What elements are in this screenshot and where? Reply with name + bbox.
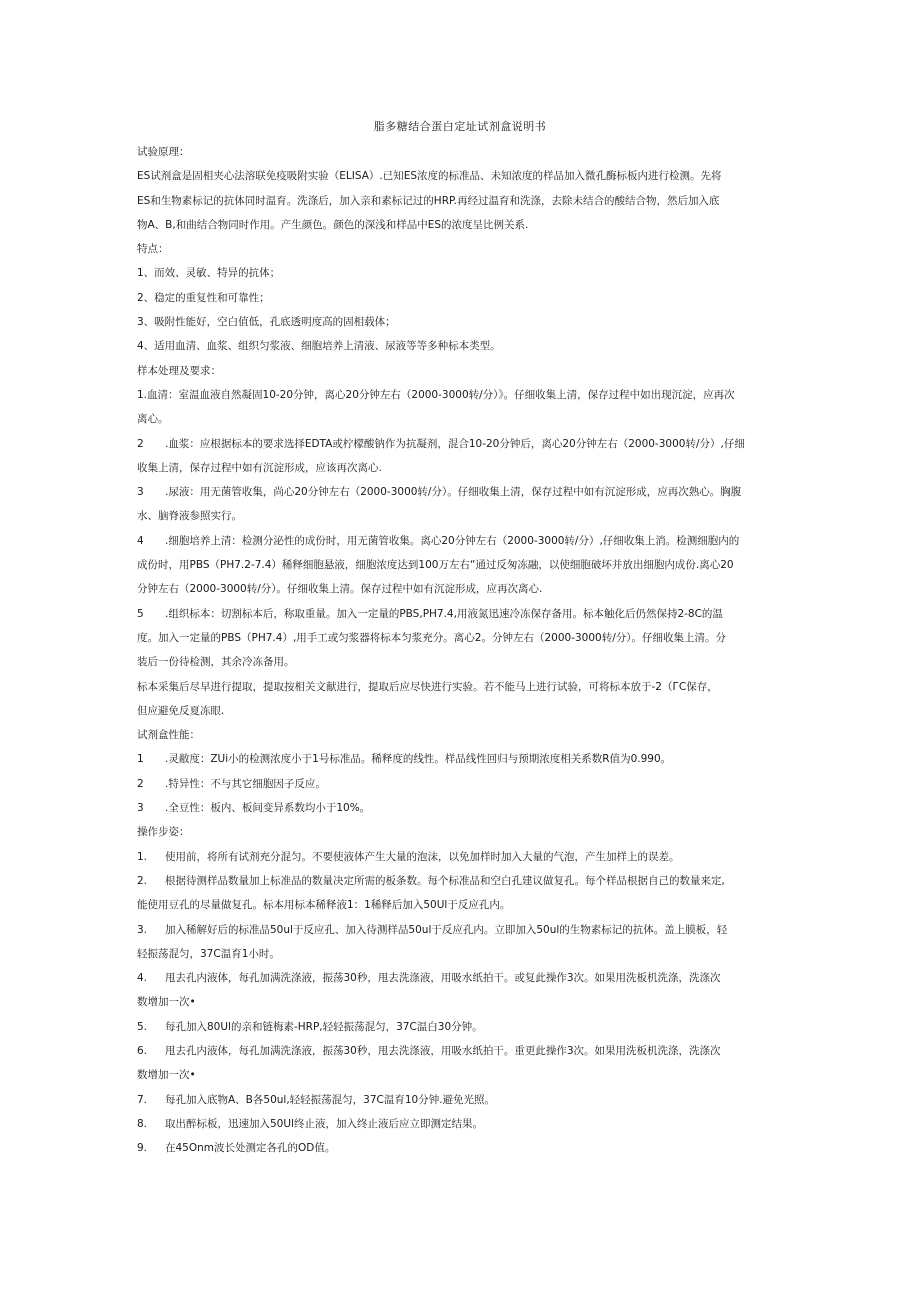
item-number: 8. — [137, 1117, 148, 1130]
item-number: 5 — [137, 607, 144, 620]
text-line — [137, 140, 789, 164]
line-text: 试剂盒性能： — [137, 729, 200, 742]
text-line — [137, 213, 789, 237]
item-number: 2. — [137, 874, 148, 887]
line-text: 试验原理： — [137, 146, 190, 158]
text-line — [137, 407, 789, 431]
text-line — [137, 893, 789, 917]
text-line — [137, 164, 789, 188]
line-text: 根据待测样品数量加上标准品的数量决定所需的板条数。每个标准品和空白孔建议做复孔。每个样品根据自己的数量来定, — [165, 874, 725, 887]
text-line — [137, 504, 789, 528]
line-text: 收集上清，保存过程中如有沉淀形成，应该再次离心. — [137, 461, 382, 474]
text-line — [137, 577, 789, 601]
text-line — [137, 942, 789, 966]
text-line — [137, 772, 789, 796]
text-line — [137, 1088, 789, 1112]
line-text: .灵敝度：ZUi小的检测浓度小于1号标准品。稀释度的线性。样品线性回归与预期浓度相关系数R值为0.990。 — [165, 753, 672, 766]
text-line — [137, 286, 789, 310]
line-text: 分钟左右（2000-3000转/分）。仔细收集上清。保存过程中如有沉淀形成，应再次离心. — [137, 583, 543, 596]
text-line — [137, 602, 789, 626]
text-line — [137, 432, 789, 456]
text-line — [137, 189, 789, 213]
line-text: 样本处理及要求： — [137, 364, 221, 377]
line-text: 能使用豆孔的尽量做复孔。标本用标本稀释液1：1稀释后加入50Ul于反应孔内。 — [137, 899, 511, 912]
line-text: .血浆：应根据标本的要求选择EDTA或柠檬酸钠作为抗凝剂，混合10-20分钟后，离心20分钟左右（2000-3000转/分）,仔细 — [165, 437, 745, 450]
text-line — [137, 359, 789, 383]
line-text: 每孔加入80Ul的亲和链梅素-HRP,轻轻振荡混匀，37C温白30分钟。 — [165, 1020, 483, 1033]
item-number: 2 — [137, 777, 144, 790]
text-line — [137, 966, 789, 990]
line-text: 数增加一次• — [137, 996, 196, 1009]
text-line — [137, 310, 789, 334]
text-line — [137, 261, 789, 285]
line-text: 甩去孔内液体，每孔加满洗涤液，振荡30秒，甩去洗涤液，用吸水纸拍干。重更此操作3次。如果用洗板机洗涤，洗涤次 — [165, 1044, 721, 1057]
text-line — [137, 796, 789, 820]
line-text: ES试剂盒是固相夹心法溶联免疫吸附实验（ELISA）.已知ES浓度的标准品、未知浓度的样品加入微孔酶标板内进行检测。先将 — [137, 170, 722, 183]
text-line — [137, 747, 789, 771]
text-line — [137, 1112, 789, 1136]
item-number: 9. — [137, 1142, 148, 1155]
line-text: 装后一份待检测，其余冷冻备用。 — [137, 656, 295, 669]
text-line — [137, 334, 789, 358]
line-text: 度。加入一定量的PBS（PH7.4）,用手工或匀浆器将标本匀浆充分。离心2。分钟左右（2000-3000转/分）。仔细收集上清。分 — [137, 631, 726, 644]
text-line — [137, 1039, 789, 1063]
item-number: 6. — [137, 1044, 148, 1057]
line-text: 操作步姿： — [137, 826, 190, 839]
item-number: 4. — [137, 972, 148, 985]
text-line — [137, 383, 789, 407]
line-text: 取出醉标板，迅速加入50Ul终止液，加入终止液后应立即测定结果。 — [165, 1117, 483, 1130]
line-text: .细胞培养上清：检测分泌性的成份时，用无菌管收集。离心20分钟左右（2000-3000转/分）,仔细收集上消。检测细胞内的 — [165, 534, 740, 547]
line-text: 3、吸附性能好，空白值低，孔底透明度高的固相载体； — [137, 316, 396, 329]
text-line — [137, 650, 789, 674]
text-line — [137, 699, 789, 723]
text-line — [137, 723, 789, 747]
line-text: .全豆性：板内、板间变异系数均小于10%。 — [165, 802, 371, 815]
line-text: 使用前，将所有试剂充分混匀。不要使液体产生大量的泡沫，以免加样时加入大量的气泡，产生加样上的误差。 — [165, 850, 680, 863]
text-line — [137, 456, 789, 480]
item-number: 4 — [137, 534, 144, 547]
line-text: 数增加一次• — [137, 1069, 196, 1082]
item-number: 1. — [137, 850, 148, 863]
line-text: 在45Onm波长处测定各孔的OD值。 — [165, 1142, 336, 1155]
line-text: 标本采集后尽早进行提取，提取按相关文献进行，提取后应尽快进行实验。若不能马上进行试验，可将标本放于-2（ГC保存， — [137, 680, 718, 693]
line-text: 甩去孔内液体，每孔加满洗涤液，振荡30秒，甩去洗涤液，用吸水纸拍干。或复此操作3次。如果用洗板机洗涤，洗涤次 — [165, 972, 721, 985]
line-text: 特点： — [137, 243, 169, 256]
document-body — [137, 140, 789, 1160]
line-text: .组织标本：切割标本后，称取重量。加入一定量的PBS,PH7.4,用液氮迅速冷冻保存备用。标本触化后仍然保持2-8C的温 — [165, 607, 723, 620]
line-text: .特异性：不与其它细胞因子反应。 — [165, 777, 326, 790]
line-text: .尿液：用无菌管收集，尚心20分钟左右（2000-3000转/分）。仔细收集上清，保存过程中如有沉淀形成，应再次熟心。胸腹 — [165, 486, 742, 499]
text-line — [137, 529, 789, 553]
text-line — [137, 626, 789, 650]
text-line — [137, 1015, 789, 1039]
text-line — [137, 237, 789, 261]
document-title: 脂多糖结合蛋白定址试剂盒说明书 — [373, 120, 547, 133]
text-line — [137, 480, 789, 504]
text-line — [137, 820, 789, 844]
line-text: 4、适用血清、血浆、组织匀浆液、细胞培养上清液、尿液等等多种标本类型。 — [137, 340, 501, 353]
item-number: 3 — [137, 802, 144, 815]
text-line — [137, 1136, 789, 1160]
text-line — [137, 553, 789, 577]
line-text: 1、而效、灵敏、特异的抗体； — [137, 267, 281, 280]
line-text: 离心。 — [137, 413, 169, 426]
line-text: 轻振荡混匀，37C温育1小时。 — [137, 947, 280, 960]
line-text: 水、脑脊液参照实行。 — [137, 510, 242, 523]
line-text: 但应避免反夏冻眼. — [137, 704, 225, 717]
item-number: 7. — [137, 1093, 148, 1106]
text-line — [137, 675, 789, 699]
text-line — [137, 918, 789, 942]
item-number: 2 — [137, 437, 144, 450]
line-text: 物A、B,和曲结合物同时作用。产生颜色。颜色的深浅和样品中ES的浓度呈比例关系. — [137, 218, 529, 231]
item-number: 3. — [137, 923, 148, 936]
line-text: 加入稀解好后的标准品50ul于反应孔、加入待测样品50ul于反应孔内。立即加入50ul的生物素标记的抗体。盖上膜板，轻 — [165, 923, 728, 936]
item-number: 3 — [137, 486, 144, 499]
text-line — [137, 845, 789, 869]
line-text: 2、稳定的重复性和可靠性； — [137, 291, 270, 304]
text-line — [137, 990, 789, 1014]
line-text: 1.血清：室温血液自然凝固10-20分钟，离心20分钟左右（2000-3000转/分）》。仔细收集上清，保存过程中如出现沉淀，应再次 — [137, 388, 735, 401]
line-text: 每孔加入底物A、B各50ul,轻轻振荡混匀，37C温育10分钟.避免光照。 — [165, 1093, 496, 1106]
line-text: ES和生物素标记的抗体同时温育。洗涤后，加入亲和素标记过的HRP.再经过温育和洗涤，去除未结合的酸结合物，然后加入底 — [137, 194, 720, 207]
text-line — [137, 1063, 789, 1087]
text-line — [137, 869, 789, 893]
item-number: 1 — [137, 753, 144, 766]
line-text: 成份时，用PBS（PH7.2-7.4）稀释细胞悬液，细胞浓度达到100万左右“通过反匆冻融，以使细胞破坏并放出细胞内成份.离心20 — [137, 559, 734, 572]
item-number: 5. — [137, 1020, 148, 1033]
